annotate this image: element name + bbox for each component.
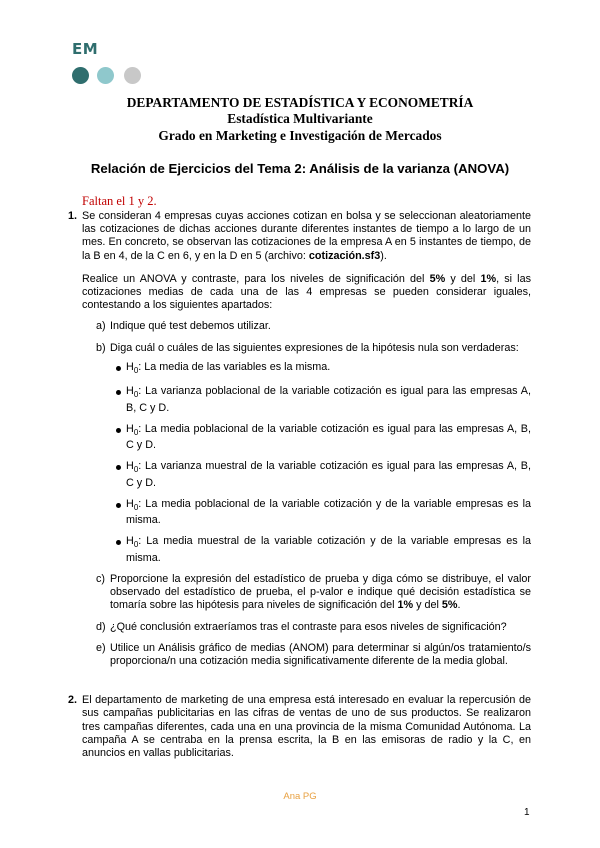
logo-text: EM bbox=[72, 40, 99, 58]
document-body bbox=[68, 210, 531, 760]
bullet-icon bbox=[116, 366, 121, 371]
course-title: Estadística Multivariante bbox=[227, 111, 373, 126]
item-c: c) Proporcione la expresión del estadístico de prueba y diga cómo se distribuye, el valor observado del estadístico de prueba, el p-valor e indique qué decisión estadística se tomaría sobre las hipótesis para niveles de significación del 1% y del 5%. bbox=[96, 573, 531, 612]
list-item: $H_0$: La media muestral de la variable cotización y de la variable empresas es la misma. bbox=[82, 535, 531, 565]
list-item: $H_0$: La varianza muestral de la variable cotización es igual para las empresas A, B, C y D. bbox=[82, 460, 531, 490]
bullet-icon bbox=[116, 540, 121, 545]
exercise-1-task: Realice un ANOVA y contraste, para los niveles de significación del 5% y del 1%, si las cotizaciones medias de cada una de las 4 empresas se pueden considerar iguales, contestando a los siguientes apartados: bbox=[82, 272, 531, 312]
exercise-1-intro: Se consideran 4 empresas cuyas acciones cotizan en bolsa y se seleccionan aleatoriamente las cotizaciones de dichas acciones durante diferentes instantes de tiempo a lo largo de un mes. En concreto, se observan las cotizaciones de la empresa A en 5 instantes de tiempo, de la B en 4, de la C en 6, y en la D en 5 (archivo: cotización.sf3). bbox=[82, 210, 531, 262]
item-b: b) Diga cuál o cuáles de las siguientes expresiones de la hipótesis nula son verdaderas: bbox=[96, 341, 519, 354]
logo-dot-dark bbox=[72, 67, 89, 84]
degree-title: Grado en Marketing e Investigación de Mercados bbox=[158, 128, 442, 143]
data-file-name: cotización.sf3 bbox=[308, 249, 381, 262]
exercise-1 bbox=[68, 210, 531, 668]
missing-note: Faltan el 1 y 2. bbox=[82, 194, 157, 208]
logo-dot-gray bbox=[124, 67, 141, 84]
list-item: $H_0$: La media de las variables es la misma. bbox=[82, 361, 531, 377]
page-number: 1 bbox=[524, 807, 530, 818]
bullet-icon bbox=[116, 503, 121, 508]
item-label: b) bbox=[96, 341, 106, 354]
exercise-2 bbox=[68, 694, 531, 760]
item-label: c) bbox=[96, 573, 105, 585]
list-item: $H_0$: La media poblacional de la variable cotización es igual para las empresas A, B, C y D. bbox=[82, 423, 531, 453]
exercise-2-text: El departamento de marketing de una empresa está interesado en evaluar la repercusión de sus campañas publicitarias en las cifras de ventas de uno de sus productos. Se realizaron tres campañas diferentes, cada una en una provincia de la misma Comunidad Autónoma. La campaña A se centraba en la prensa escrita, la B en las emisoras de radio y la C, en anuncios en vallas publicitarias. bbox=[82, 694, 531, 760]
item-label: a) bbox=[96, 320, 106, 333]
bullet-icon bbox=[116, 428, 121, 433]
exercise-number: 2. bbox=[68, 694, 78, 707]
footer-author: Ana PG bbox=[283, 791, 317, 802]
list-item: $H_0$: La varianza poblacional de la variable cotización es igual para las empresas A, B, C y D. bbox=[82, 385, 531, 415]
exercise-set-title: Relación de Ejercicios del Tema 2: Análisis de la varianza (ANOVA) bbox=[90, 161, 510, 176]
logo-dot-light bbox=[97, 67, 114, 84]
item-a: a) Indique qué test debemos utilizar. bbox=[96, 320, 271, 333]
item-label: e) bbox=[96, 641, 106, 654]
exercise-number: 1. bbox=[68, 210, 78, 222]
bullet-icon bbox=[116, 390, 121, 395]
list-item: $H_0$: La media poblacional de la variable cotización y de la variable empresas es la misma. bbox=[82, 498, 531, 528]
item-label: d) bbox=[96, 620, 106, 633]
item-e: e) Utilice un Análisis gráfico de medias (ANOM) para determinar si algún/os tratamiento/s proporciona/n una cotización media significativamente diferente de la media global. bbox=[96, 641, 531, 668]
bullet-icon bbox=[116, 465, 121, 470]
department-title: DEPARTAMENTO DE ESTADÍSTICA Y ECONOMETRÍA bbox=[126, 95, 474, 110]
item-d: d) ¿Qué conclusión extraeríamos tras el contraste para esos niveles de significación? bbox=[96, 620, 507, 633]
hypothesis-list bbox=[82, 361, 531, 565]
